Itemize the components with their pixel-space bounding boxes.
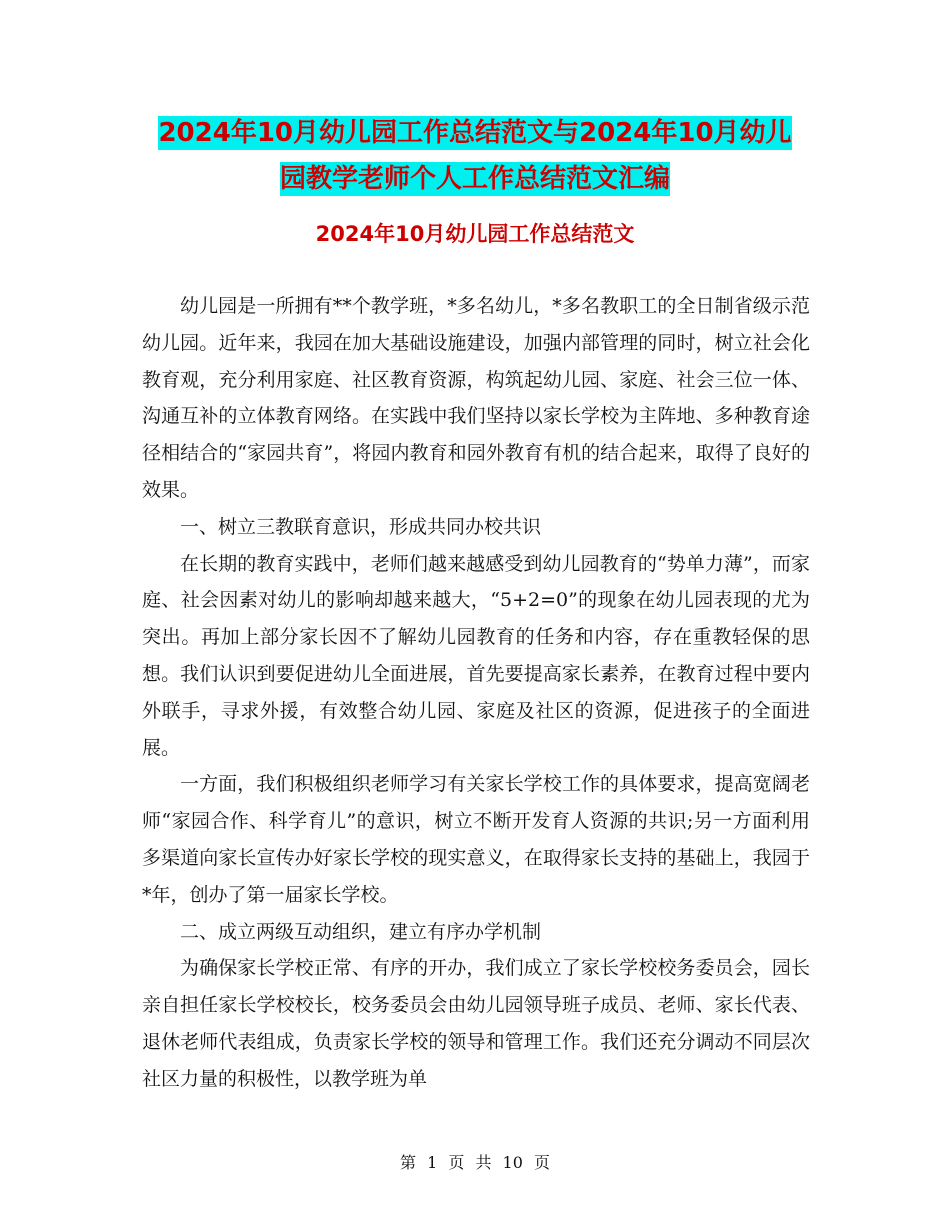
paragraph-committee: 为确保家长学校正常、有序的开办，我们成立了家长学校校务委员会，园长亲自担任家长学校校长，校务委员会由幼儿园领导班子成员、老师、家长代表、退休老师代表组成，负责家长学校的领导和管理工作。我们还充分调动不同层次社区力量的积极性，以教学班为单: [142, 957, 810, 1090]
title-line-2: 园教学老师个人工作总结范文汇编: [279, 164, 670, 194]
section-title: 2024年10月幼儿园工作总结范文: [315, 222, 635, 246]
title-line-1: 2024年10月幼儿园工作总结范文与2024年10月幼儿: [158, 118, 792, 148]
paragraph-intro: 幼儿园是一所拥有**个教学班，*多名幼儿，*多名教职工的全日制省级示范幼儿园。近年来，我园在加大基础设施建设，加强内部管理的同时，树立社会化教育观，充分利用家庭、社区教育资源，构筑起幼儿园、家庭、社会三位一体、沟通互补的立体教育网络。在实践中我们坚持以家长学校为主阵地、多种教育途径相结合的“家园共育”，将园内教育和园外教育有机的结合起来，取得了良好的效果。: [142, 295, 810, 501]
paragraph-practice: 在长期的教育实践中，老师们越来越感受到幼儿园教育的“势单力薄”，而家庭、社会因素对幼儿的影响却越来越大，“5+2=0”的现象在幼儿园表现的尤为突出。再加上部分家长因不了解幼儿园教育的任务和内容，存在重教轻保的思想。我们认识到要促进幼儿全面进展，首先要提高家长素养，在教育过程中要内外联手，寻求外援，有效整合幼儿园、家庭及社区的资源，促进孩子的全面进展。: [142, 552, 810, 759]
paragraph-one-side: 一方面，我们积极组织老师学习有关家长学校工作的具体要求，提高宽阔老师“家园合作、科学育儿”的意识，树立不断开发育人资源的共识;另一方面利用多渠道向家长宣传办好家长学校的现实意义，在取得家长支持的基础上，我园于*年，创办了第一届家长学校。: [142, 773, 810, 906]
document-body: [142, 288, 810, 1098]
heading-two: 二、成立两级互动组织，建立有序办学机制: [180, 920, 542, 943]
heading-one: 一、树立三教联育意识，形成共同办校共识: [180, 515, 542, 538]
document-title: [120, 110, 830, 202]
page-footer: 第 1 页 共 10 页: [400, 1153, 550, 1172]
